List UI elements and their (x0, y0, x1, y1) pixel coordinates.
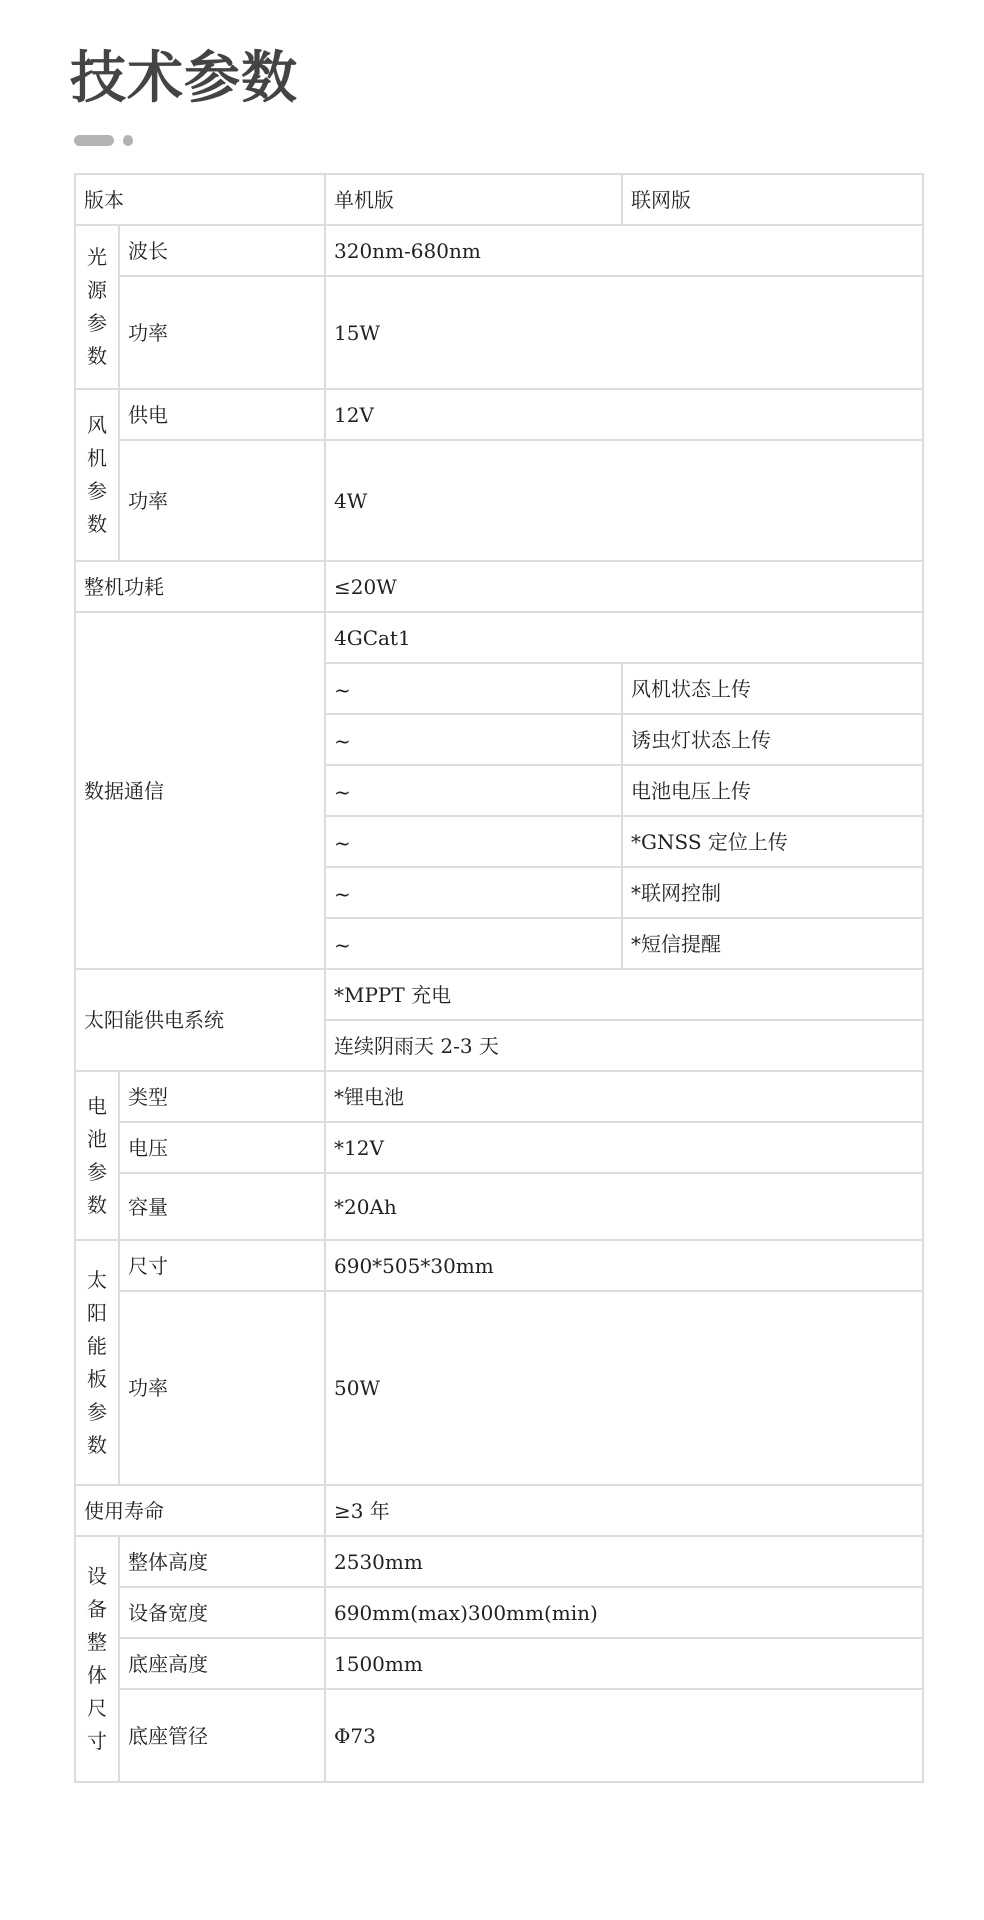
row-label: 尺寸 (119, 1240, 325, 1291)
header-standalone: 单机版 (325, 174, 622, 225)
table-row (75, 1291, 923, 1485)
row-value: 15W (325, 276, 923, 389)
header-version: 版本 (75, 174, 325, 225)
table-row (75, 1638, 923, 1689)
row-value: 50W (325, 1291, 923, 1485)
cell-networked: 风机状态上传 (622, 663, 923, 714)
row-label: 整体高度 (119, 1536, 325, 1587)
cell-standalone: ~ (325, 714, 622, 765)
table-row (75, 276, 923, 389)
row-label: 容量 (119, 1173, 325, 1240)
table-row (75, 1173, 923, 1240)
group-light-source: 光源参数 (75, 225, 119, 389)
row-value: 4W (325, 440, 923, 561)
row-value: Φ73 (325, 1689, 923, 1782)
row-label: 使用寿命 (75, 1485, 325, 1536)
row-label: 太阳能供电系统 (75, 969, 325, 1071)
table-row (75, 225, 923, 276)
table-row (75, 1122, 923, 1173)
row-value: *锂电池 (325, 1071, 923, 1122)
page-title: 技术参数 (70, 46, 298, 111)
table-row (75, 1071, 923, 1122)
row-value: ≥3 年 (325, 1485, 923, 1536)
header-networked: 联网版 (622, 174, 923, 225)
cell-networked: *联网控制 (622, 867, 923, 918)
table-header-row (75, 174, 923, 225)
row-value: *12V (325, 1122, 923, 1173)
cell-standalone: ~ (325, 663, 622, 714)
row-value: 12V (325, 389, 923, 440)
title-underline-dot (123, 135, 133, 146)
cell-standalone: ~ (325, 918, 622, 969)
table-row (75, 1587, 923, 1638)
group-dimensions: 设备整体尺寸 (75, 1536, 119, 1782)
table-row (75, 1689, 923, 1782)
table-row (75, 1536, 923, 1587)
table-row (75, 440, 923, 561)
row-value: *MPPT 充电 (325, 969, 923, 1020)
title-underline-bar (74, 135, 114, 146)
table-row (75, 1485, 923, 1536)
table-row (75, 561, 923, 612)
row-label: 波长 (119, 225, 325, 276)
row-value: 320nm-680nm (325, 225, 923, 276)
row-value: 1500mm (325, 1638, 923, 1689)
row-value: 4GCat1 (325, 612, 923, 663)
spec-table (74, 173, 924, 1783)
group-battery: 电池参数 (75, 1071, 119, 1240)
row-label: 功率 (119, 440, 325, 561)
row-label: 底座管径 (119, 1689, 325, 1782)
row-label: 底座高度 (119, 1638, 325, 1689)
table-row (75, 612, 923, 663)
row-value: 2530mm (325, 1536, 923, 1587)
row-label: 设备宽度 (119, 1587, 325, 1638)
row-label: 数据通信 (75, 612, 325, 969)
row-label: 类型 (119, 1071, 325, 1122)
group-solar-panel: 太阳能板参数 (75, 1240, 119, 1485)
row-label: 功率 (119, 276, 325, 389)
row-value: 690mm(max)300mm(min) (325, 1587, 923, 1638)
row-value: ≤20W (325, 561, 923, 612)
cell-networked: *GNSS 定位上传 (622, 816, 923, 867)
row-value: 连续阴雨天 2-3 天 (325, 1020, 923, 1071)
table-row (75, 969, 923, 1020)
table-row (75, 389, 923, 440)
row-value: *20Ah (325, 1173, 923, 1240)
cell-networked: 诱虫灯状态上传 (622, 714, 923, 765)
group-fan: 风机参数 (75, 389, 119, 561)
cell-standalone: ~ (325, 816, 622, 867)
cell-standalone: ~ (325, 867, 622, 918)
cell-standalone: ~ (325, 765, 622, 816)
row-value: 690*505*30mm (325, 1240, 923, 1291)
table-row (75, 1240, 923, 1291)
cell-networked: *短信提醒 (622, 918, 923, 969)
row-label: 电压 (119, 1122, 325, 1173)
row-label: 供电 (119, 389, 325, 440)
row-label: 功率 (119, 1291, 325, 1485)
cell-networked: 电池电压上传 (622, 765, 923, 816)
row-label: 整机功耗 (75, 561, 325, 612)
